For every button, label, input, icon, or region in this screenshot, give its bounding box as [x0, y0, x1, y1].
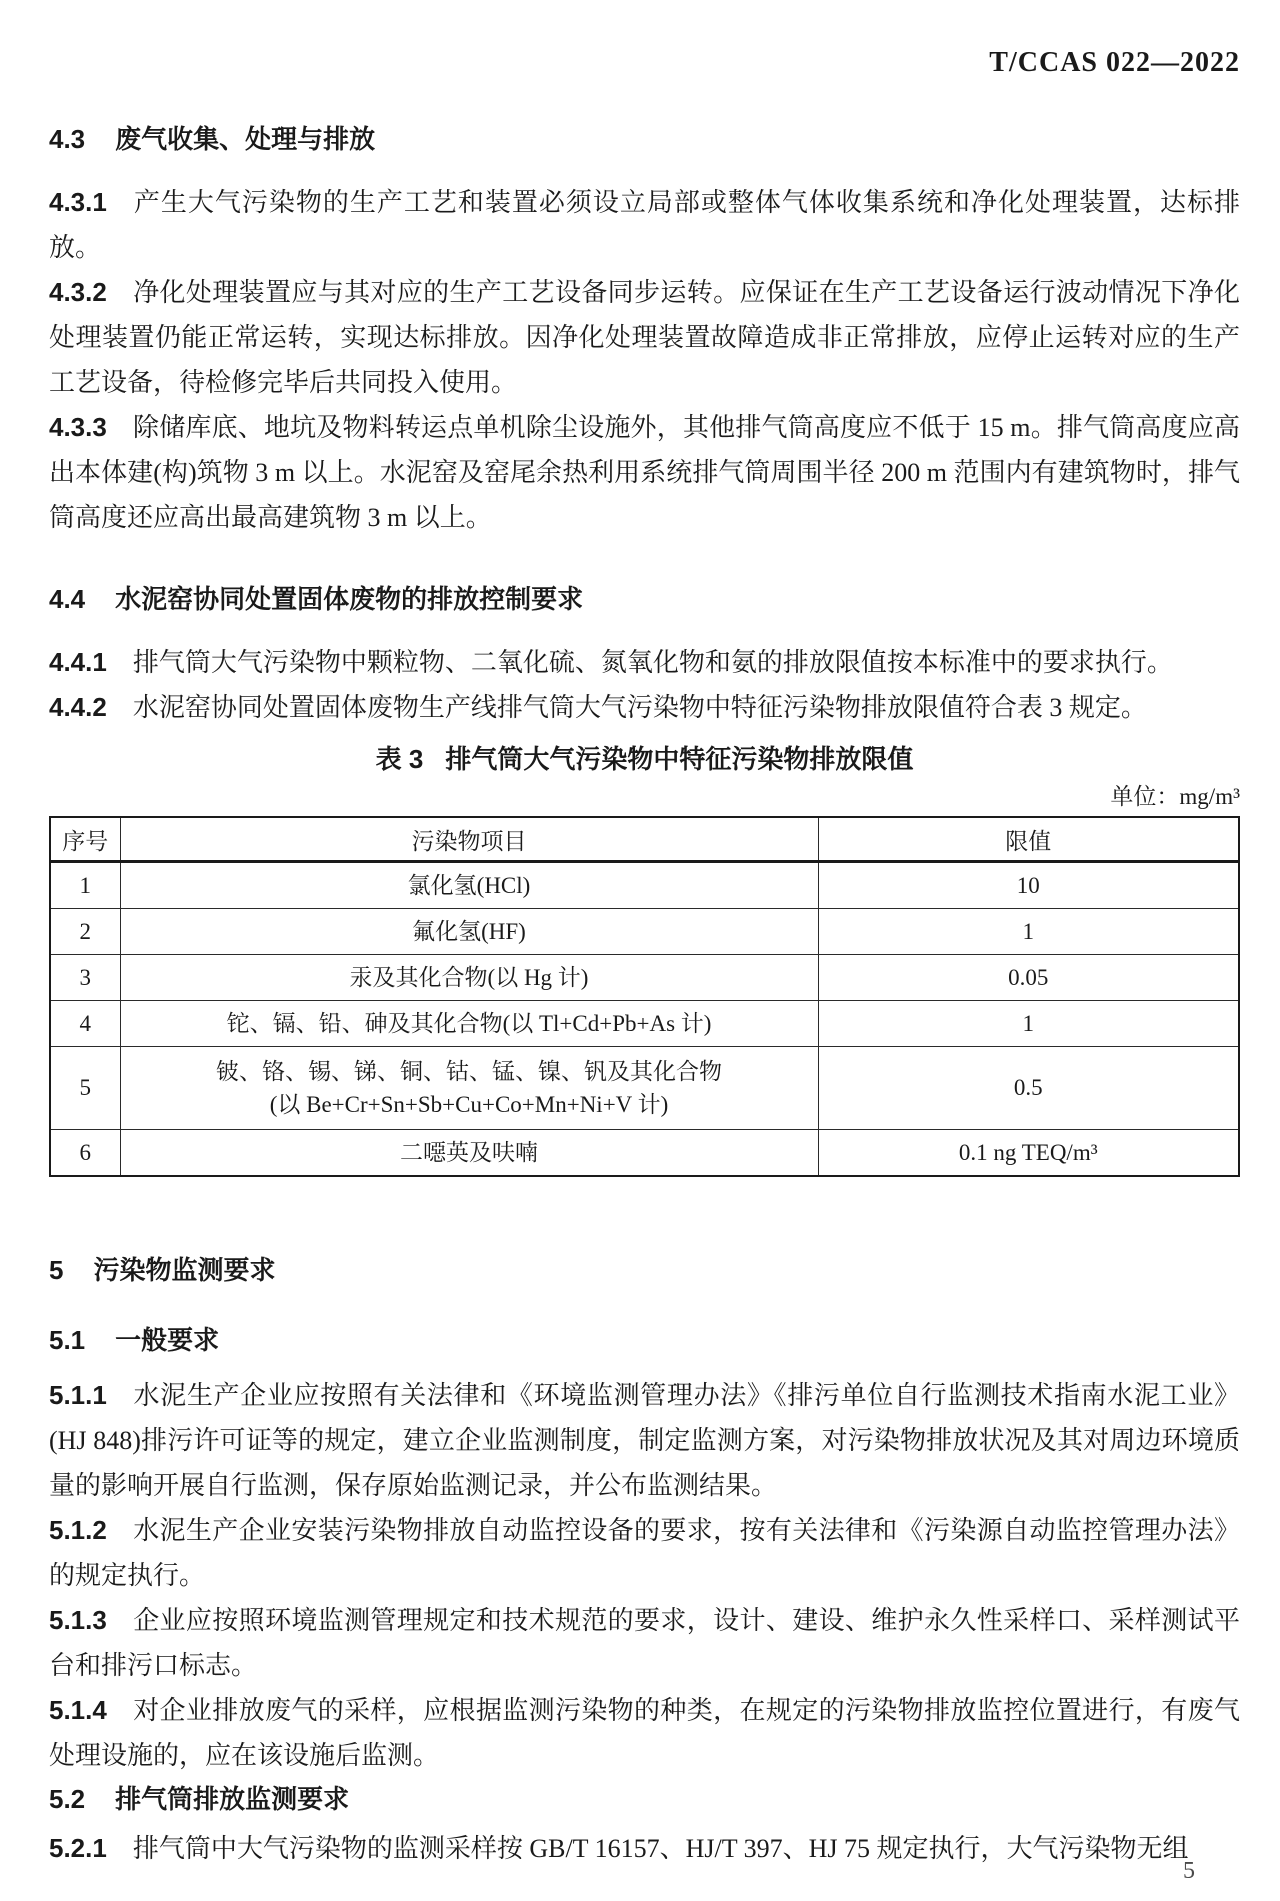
- cell-seq: 1: [50, 862, 120, 909]
- table-row: [50, 1001, 1239, 1047]
- clause-number: 4.4.2: [49, 692, 107, 722]
- clause-5-1-4: [49, 1688, 1240, 1778]
- pollutant-line: 铊、镉、铅、砷及其化合物(以 Tl+Cd+Pb+As 计): [226, 1011, 712, 1036]
- clause-4-3-2: [49, 270, 1240, 405]
- table-row: [50, 862, 1239, 909]
- clause-text: 水泥窑协同处置固体废物生产线排气筒大气污染物中特征污染物排放限值符合表 3 规定。: [132, 693, 1147, 722]
- heading-title: 废气收集、处理与排放: [115, 124, 376, 154]
- cell-limit: 1: [818, 1001, 1239, 1047]
- heading-number: 4.3: [49, 124, 86, 154]
- clause-4-3-3: [49, 405, 1240, 540]
- table-row: [50, 909, 1239, 955]
- cell-limit: 0.5: [818, 1047, 1239, 1130]
- pollutant-line: 氯化氢(HCl): [407, 873, 531, 898]
- clause-text: 企业应按照环境监测管理规定和技术规范的要求，设计、建设、维护永久性采样口、采样测试平台和排污口标志。: [49, 1606, 1240, 1680]
- clause-number: 4.3.1: [49, 187, 107, 217]
- pollutant-line: 汞及其化合物(以 Hg 计): [349, 965, 589, 990]
- clause-5-1-1: [49, 1373, 1240, 1508]
- limits-table: [49, 816, 1240, 1177]
- clause-number: 4.3.2: [49, 277, 107, 307]
- cell-pollutant: [120, 955, 818, 1001]
- clause-text: 排气筒大气污染物中颗粒物、二氧化硫、氮氧化物和氨的排放限值按本标准中的要求执行。: [132, 648, 1173, 677]
- clause-text: 对企业排放废气的采样，应根据监测污染物的种类，在规定的污染物排放监控位置进行，有废气处理设施的，应在该设施后监测。: [49, 1696, 1240, 1770]
- heading-number: 5: [49, 1255, 64, 1285]
- clause-5-1-2: [49, 1508, 1240, 1598]
- heading-5: [49, 1253, 1240, 1287]
- cell-seq: 2: [50, 909, 120, 955]
- clause-5-2-1: [49, 1826, 1240, 1871]
- heading-number: 4.4: [49, 584, 86, 614]
- clause-text: 排气筒中大气污染物的监测采样按 GB/T 16157、HJ/T 397、HJ 75 规定执行，大气污染物无组: [132, 1834, 1189, 1863]
- cell-limit: 10: [818, 862, 1239, 909]
- heading-title: 排气筒排放监测要求: [115, 1784, 350, 1814]
- column-header: 序号: [50, 817, 120, 862]
- clause-number: 5.1.3: [49, 1605, 107, 1635]
- cell-seq: 3: [50, 955, 120, 1001]
- clause-4-4-1: [49, 640, 1240, 685]
- heading-title: 一般要求: [115, 1325, 220, 1355]
- cell-pollutant: [120, 862, 818, 909]
- table-row: [50, 955, 1239, 1001]
- table-caption-label: 表 3: [375, 744, 424, 774]
- heading-title: 污染物监测要求: [93, 1255, 276, 1285]
- cell-limit: 0.1 ng TEQ/m³: [818, 1130, 1239, 1177]
- table-caption-title: 排气筒大气污染物中特征污染物排放限值: [445, 744, 914, 774]
- cell-pollutant: [120, 909, 818, 955]
- table-header-row: [50, 817, 1239, 862]
- clause-number: 5.1.2: [49, 1515, 107, 1545]
- clause-text: 除储库底、地坑及物料转运点单机除尘设施外，其他排气筒高度应不低于 15 m。排气筒高度应高出本体建(构)筑物 3 m 以上。水泥窑及窑尾余热利用系统排气筒周围半径 200 m 范围内有建筑物时，排气筒高度还应高出最高建筑物 3 m 以上。: [49, 413, 1240, 532]
- clause-number: 5.2.1: [49, 1833, 107, 1863]
- clause-text: 产生大气污染物的生产工艺和装置必须设立局部或整体气体收集系统和净化处理装置，达标排放。: [49, 188, 1240, 262]
- heading-4-4: [49, 582, 1240, 616]
- column-header: 污染物项目: [120, 817, 818, 862]
- column-header: 限值: [818, 817, 1239, 862]
- clause-number: 5.1.1: [49, 1380, 107, 1410]
- clause-4-3-1: [49, 180, 1240, 270]
- pollutant-line: 铍、铬、锡、锑、铜、钴、锰、镍、钒及其化合物: [216, 1059, 722, 1084]
- cell-seq: 6: [50, 1130, 120, 1177]
- cell-limit: 1: [818, 909, 1239, 955]
- cell-seq: 5: [50, 1047, 120, 1130]
- heading-number: 5.1: [49, 1325, 86, 1355]
- pollutant-line: 氟化氢(HF): [412, 919, 526, 944]
- content-bottom: [49, 1253, 1240, 1871]
- clause-number: 5.1.4: [49, 1695, 107, 1725]
- cell-pollutant: [120, 1130, 818, 1177]
- cell-pollutant: [120, 1047, 818, 1130]
- clause-number: 4.3.3: [49, 412, 107, 442]
- clause-text: 净化处理装置应与其对应的生产工艺设备同步运转。应保证在生产工艺设备运行波动情况下净化处理装置仍能正常运转，实现达标排放。因净化处理装置故障造成非正常排放，应停止运转对应的生产工艺设备，待检修完毕后共同投入使用。: [49, 278, 1240, 397]
- heading-number: 5.2: [49, 1784, 86, 1814]
- clause-5-1-3: [49, 1598, 1240, 1688]
- unit-note: 单位：mg/m³: [1110, 784, 1240, 809]
- cell-limit: 0.05: [818, 955, 1239, 1001]
- content-top: [49, 122, 1240, 730]
- table-row: [50, 1130, 1239, 1177]
- clause-text: 水泥生产企业安装污染物排放自动监控设备的要求，按有关法律和《污染源自动监控管理办法》的规定执行。: [49, 1516, 1240, 1590]
- pollutant-line: (以 Be+Cr+Sn+Sb+Cu+Co+Mn+Ni+V 计): [269, 1092, 669, 1117]
- heading-5-1: [49, 1323, 1240, 1357]
- clause-4-4-2: [49, 685, 1240, 730]
- cell-pollutant: [120, 1001, 818, 1047]
- heading-title: 水泥窑协同处置固体废物的排放控制要求: [115, 584, 584, 614]
- clause-text: 水泥生产企业应按照有关法律和《环境监测管理办法》《排污单位自行监测技术指南水泥工业》(HJ 848)排污许可证等的规定，建立企业监测制度，制定监测方案，对污染物排放状况及其对周边环境质量的影响开展自行监测，保存原始监测记录，并公布监测结果。: [49, 1381, 1240, 1500]
- page-number: 5: [1183, 1858, 1195, 1884]
- pollutant-line: 二噁英及呋喃: [400, 1140, 538, 1165]
- standard-code: T/CCAS 022—2022: [989, 47, 1240, 78]
- table-caption: [49, 742, 1240, 776]
- heading-5-2: [49, 1782, 1240, 1816]
- clause-number: 4.4.1: [49, 647, 107, 677]
- heading-4-3: [49, 122, 1240, 156]
- cell-seq: 4: [50, 1001, 120, 1047]
- table-row: [50, 1047, 1239, 1130]
